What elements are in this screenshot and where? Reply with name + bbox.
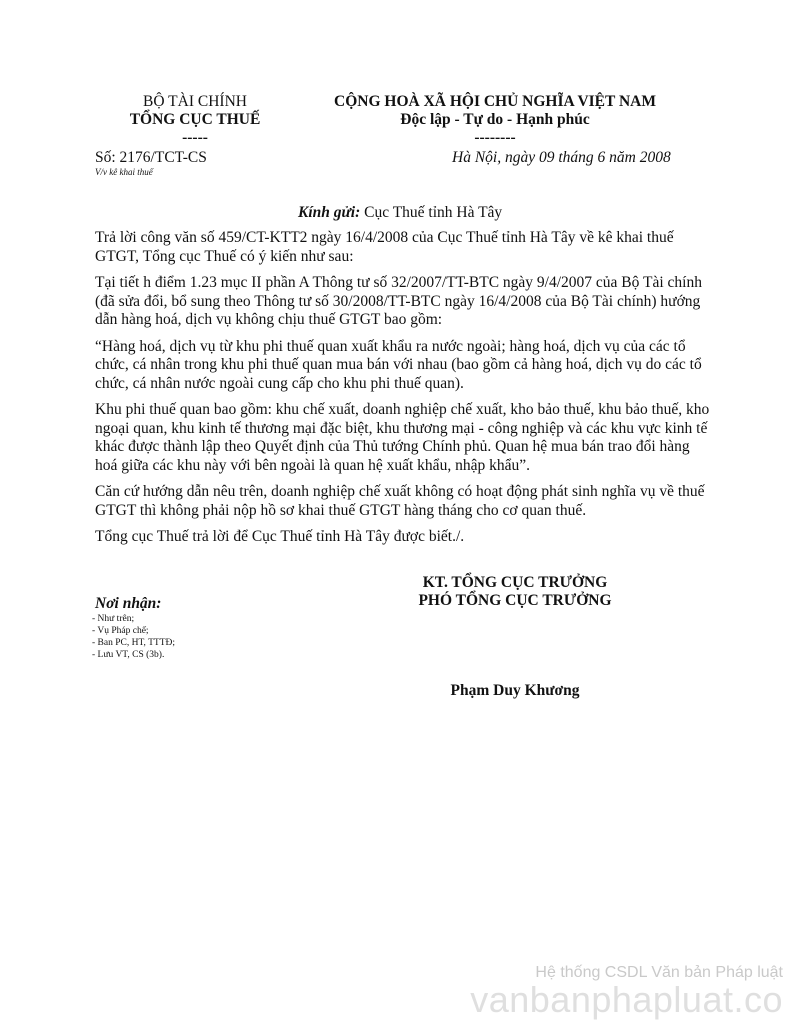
recipient-item: - Vụ Pháp chế; [92, 626, 149, 636]
document-body [95, 229, 710, 555]
watermark-caption: Hệ thống CSDL Văn bản Pháp luật [535, 964, 783, 981]
body-paragraph: Trả lời công văn số 459/CT-KTT2 ngày 16/4/2008 của Cục Thuế tỉnh Hà Tây về kê khai thuế GTGT, Tổng cục Thuế có ý kiến như sau: [95, 229, 674, 265]
body-paragraph: Khu phi thuế quan bao gồm: khu chế xuất, doanh nghiệp chế xuất, kho bảo thuế, khu bảo thuế, kho ngoại quan, khu kinh tế thương mại đặc biệt, khu thương mại - công nghiệp và các khu vực kinh tế khác được thành lập theo Quyết định của Thủ tướng Chính phủ. Quan hệ mua bán trao đổi hàng hoá giữa các khu này với bên ngoài là quan hệ xuất khẩu, nhập khẩu”. [95, 401, 710, 474]
body-paragraph: Tại tiết h điểm 1.23 mục II phần A Thông tư số 32/2007/TT-BTC ngày 9/4/2007 của Bộ Tài chính (đã sửa đổi, bổ sung theo Thông tư số 30/2008/TT-BTC ngày 16/4/2008 của Bộ Tài chính) hướng dẫn hàng hoá, dịch vụ không chịu thuế GTGT bao gồm: [95, 274, 702, 328]
recipients-title: Nơi nhận: [95, 595, 162, 612]
document-date: Hà Nội, ngày 09 tháng 6 năm 2008 [452, 149, 671, 166]
recipient-item: - Lưu VT, CS (3b). [92, 650, 165, 660]
greeting-label: Kính gửi: [298, 204, 361, 221]
signature-line-1: KT. TỔNG CỤC TRƯỞNG [422, 574, 608, 591]
issuer-separator: ----- [182, 129, 208, 146]
signer-name: Phạm Duy Khương [450, 682, 580, 699]
national-motto: Độc lập - Tự do - Hạnh phúc [400, 111, 590, 128]
body-paragraph: “Hàng hoá, dịch vụ từ khu phi thuế quan xuất khẩu ra nước ngoài; hàng hoá, dịch vụ của các tổ chức, cá nhân trong khu phi thuế quan mua bán với nhau (bao gồm cả hàng hoá, dịch vụ do các tổ chức, cá nhân nước ngoài cung cấp cho khu phi thuế quan). [95, 337, 702, 392]
document-subject: V/v kê khai thuế [95, 167, 153, 177]
department-name: TỔNG CỤC THUẾ [129, 111, 261, 128]
signature-title [395, 574, 635, 610]
body-paragraph: Tổng cục Thuế trả lời để Cục Thuế tỉnh Hà Tây được biết./. [95, 528, 465, 545]
watermark-domain: vanbanphapluat.co [470, 979, 783, 1020]
signature-line-2: PHÓ TỔNG CỤC TRƯỞNG [418, 592, 612, 609]
motto-separator: -------- [474, 129, 516, 146]
document-number: Số: 2176/TCT-CS [95, 149, 207, 166]
body-paragraph: Căn cứ hướng dẫn nêu trên, doanh nghiệp chế xuất không có hoạt động phát sinh nghĩa vụ về thuế GTGT thì không phải nộp hồ sơ khai thuế GTGT hàng tháng cho cơ quan thuế. [95, 483, 705, 519]
ministry-name: BỘ TÀI CHÍNH [143, 93, 247, 110]
recipient-item: - Ban PC, HT, TTTĐ; [92, 638, 176, 648]
greeting-recipient: Cục Thuế tỉnh Hà Tây [360, 204, 503, 221]
greeting-line [298, 204, 502, 222]
national-title-block [315, 93, 675, 147]
republic-name: CỘNG HOÀ XÃ HỘI CHỦ NGHĨA VIỆT NAM [334, 93, 656, 110]
recipient-item: - Như trên; [92, 614, 135, 624]
recipients-list [92, 613, 175, 661]
issuer-block [95, 93, 295, 147]
